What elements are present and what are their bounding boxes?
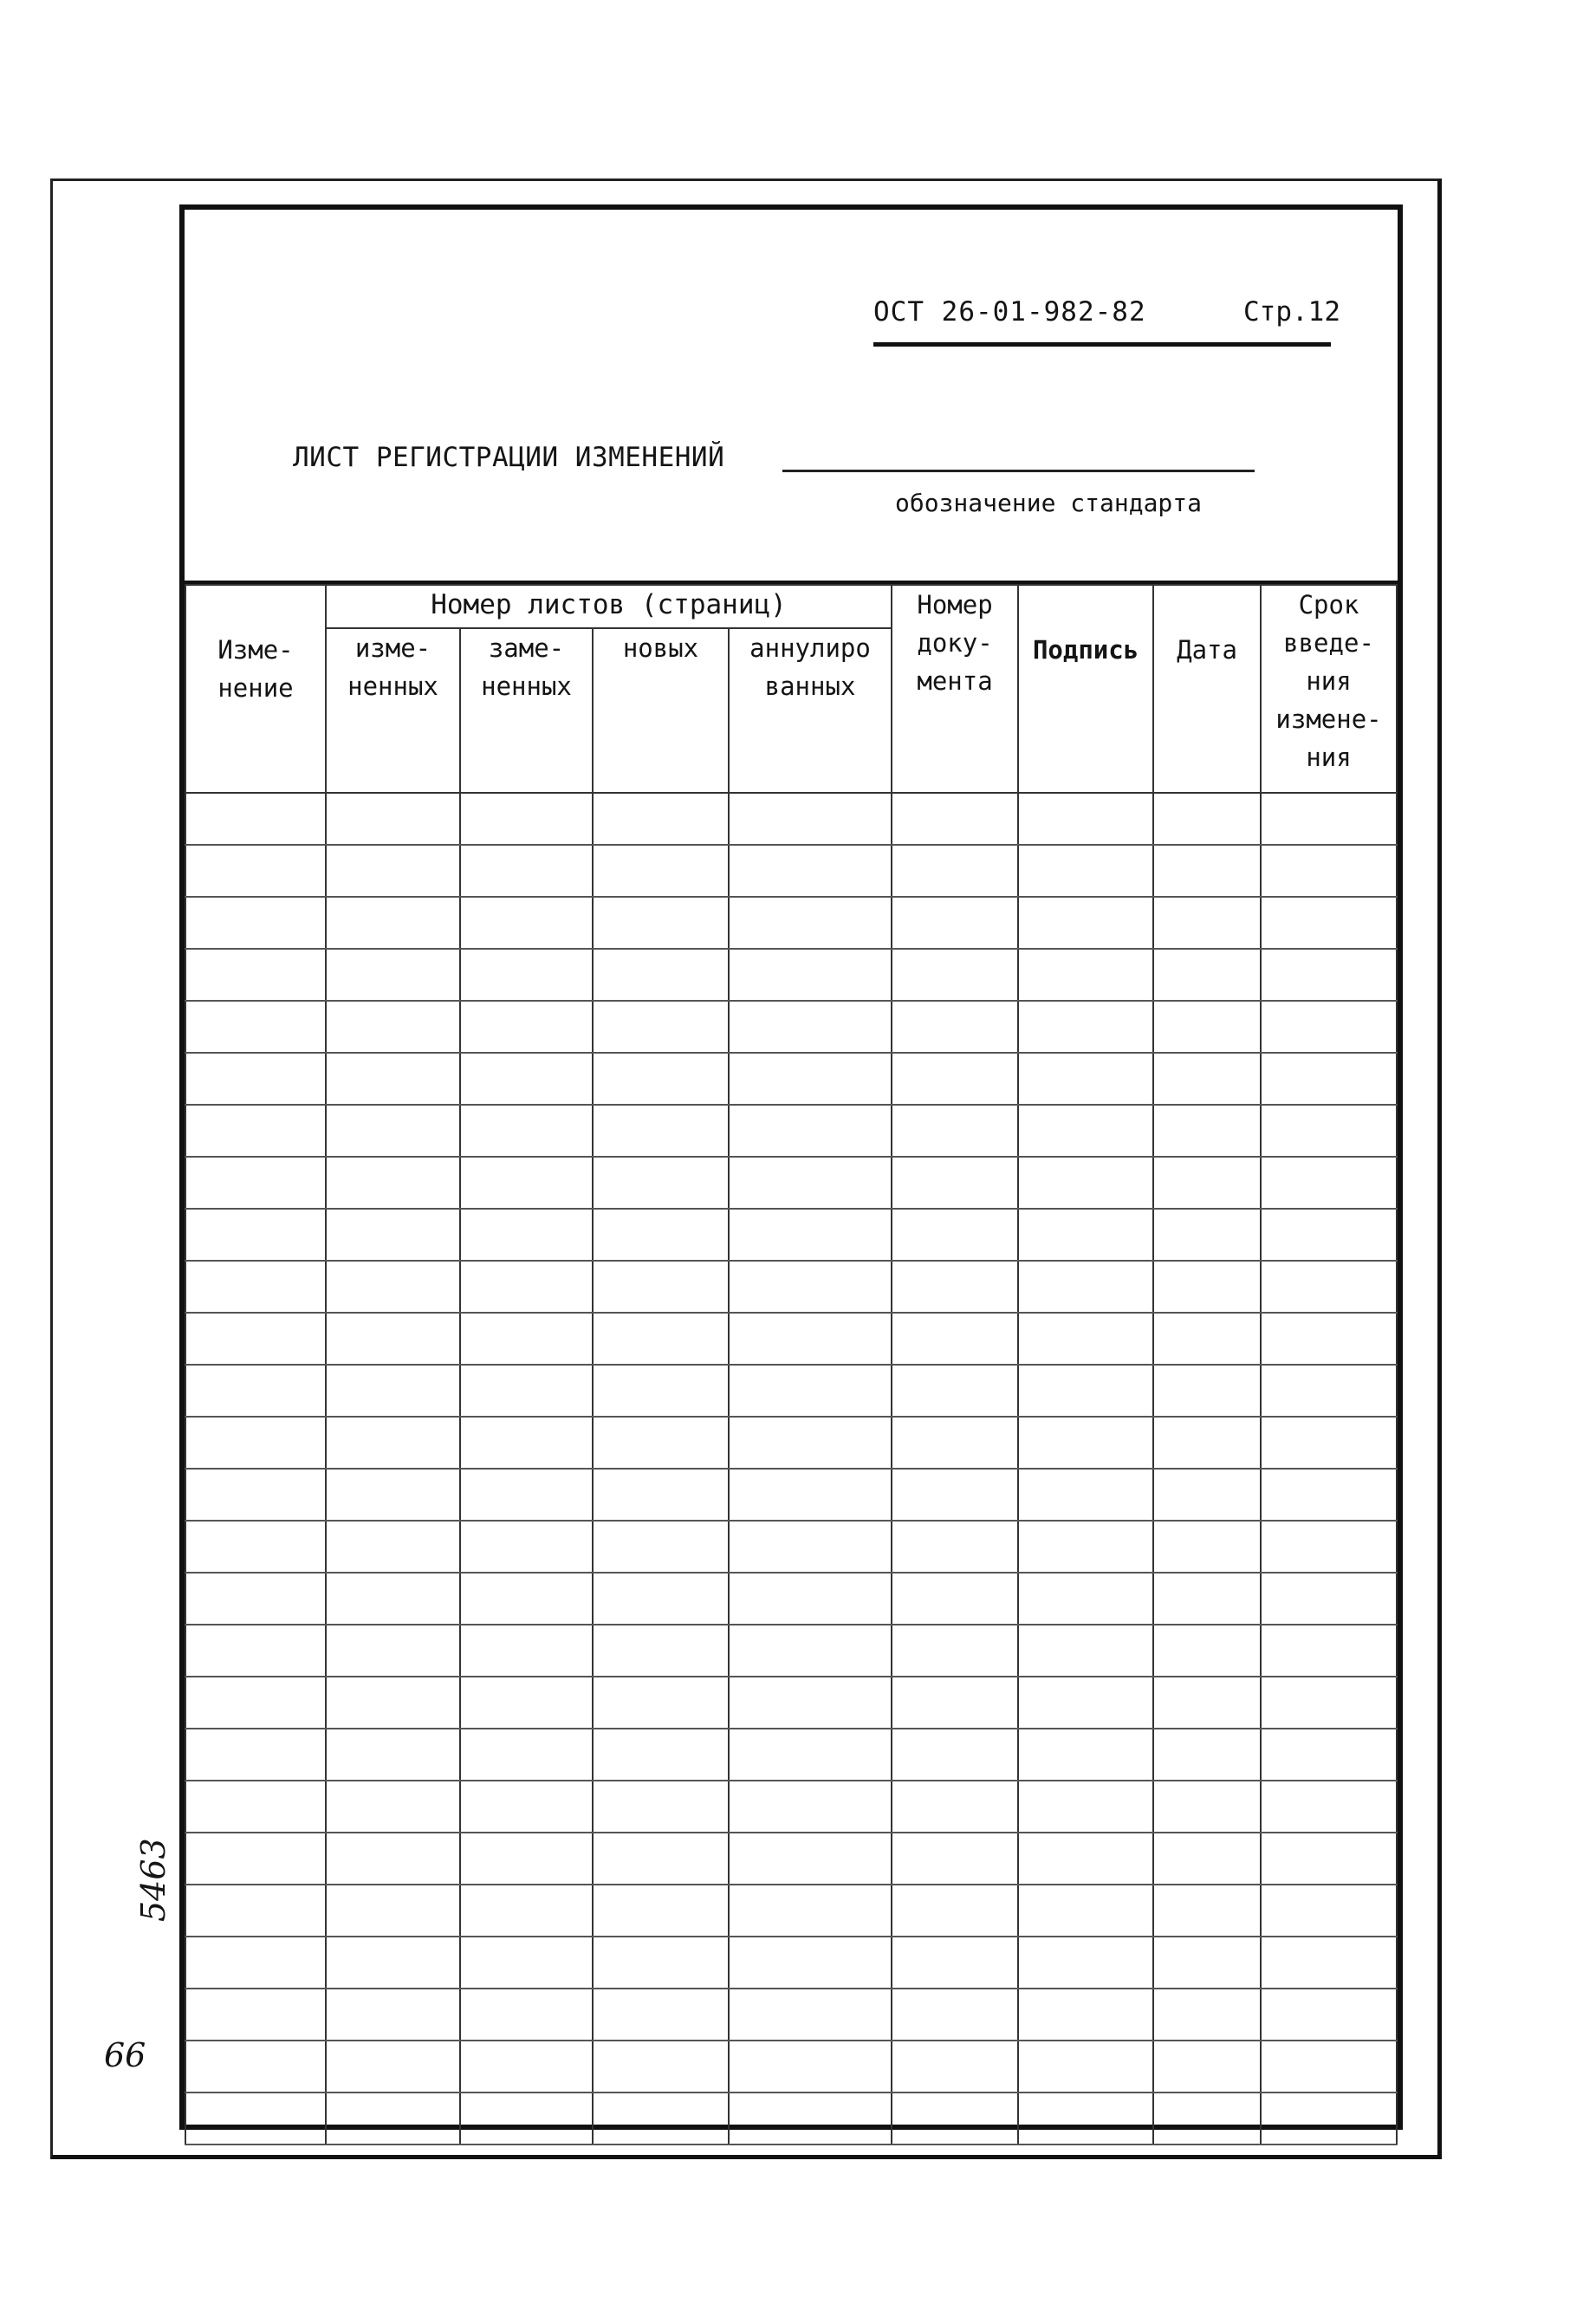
- table-cell: [1018, 2093, 1153, 2145]
- table-row: [185, 2093, 1397, 2145]
- table-cell: [1261, 1521, 1397, 1573]
- table-row: [185, 1937, 1397, 1989]
- table-cell: [1261, 1469, 1397, 1521]
- table-cell: [460, 2041, 593, 2093]
- table-cell: [460, 1365, 593, 1417]
- table-cell: [185, 1781, 326, 1833]
- table-cell: [593, 2041, 729, 2093]
- table-cell: [593, 949, 729, 1001]
- document-code: ОСТ 26-01-982-82: [873, 296, 1146, 328]
- table-cell: [1261, 1417, 1397, 1469]
- table-cell: [460, 1781, 593, 1833]
- table-cell: [593, 1053, 729, 1105]
- table-cell: [593, 2093, 729, 2145]
- table-cell: [1153, 1521, 1261, 1573]
- table-cell: [892, 1053, 1018, 1105]
- table-cell: [460, 1521, 593, 1573]
- table-cell: [185, 2041, 326, 2093]
- table-cell: [593, 1105, 729, 1157]
- table-row: [185, 1105, 1397, 1157]
- table-cell: [185, 1937, 326, 1989]
- margin-handwritten-number: 5463: [134, 1838, 172, 1922]
- table-cell: [1018, 1833, 1153, 1885]
- table-cell: [1018, 1781, 1153, 1833]
- table-cell: [729, 1105, 892, 1157]
- table-cell: [593, 1937, 729, 1989]
- table-cell: [326, 1885, 460, 1937]
- table-cell: [1153, 1833, 1261, 1885]
- table-cell: [185, 1105, 326, 1157]
- table-cell: [1153, 949, 1261, 1001]
- table-cell: [729, 1521, 892, 1573]
- table-row: [185, 1729, 1397, 1781]
- table-cell: [593, 1573, 729, 1625]
- table-cell: [729, 1989, 892, 2041]
- table-row: [185, 949, 1397, 1001]
- table-cell: [729, 1729, 892, 1781]
- table-cell: [185, 1209, 326, 1261]
- table-cell: [1261, 1365, 1397, 1417]
- table-cell: [1153, 1261, 1261, 1313]
- table-cell: [729, 1313, 892, 1365]
- table-cell: [892, 1365, 1018, 1417]
- table-cell: [1153, 1157, 1261, 1209]
- table-cell: [729, 2093, 892, 2145]
- table-row: [185, 1313, 1397, 1365]
- table-cell: [892, 2041, 1018, 2093]
- table-cell: [185, 1989, 326, 2041]
- table-cell: [729, 1781, 892, 1833]
- table-cell: [1261, 1209, 1397, 1261]
- table-cell: [460, 793, 593, 845]
- table-cell: [326, 2093, 460, 2145]
- table-cell: [892, 1001, 1018, 1053]
- table-cell: [1261, 2041, 1397, 2093]
- table-cell: [729, 1469, 892, 1521]
- table-cell: [460, 1989, 593, 2041]
- table-cell: [460, 1261, 593, 1313]
- table-cell: [892, 1313, 1018, 1365]
- table-cell: [185, 2093, 326, 2145]
- table-cell: [1018, 845, 1153, 897]
- table-cell: [326, 1833, 460, 1885]
- table-row: [185, 1417, 1397, 1469]
- table-row: [185, 1521, 1397, 1573]
- table-row: [185, 1781, 1397, 1833]
- table-cell: [593, 793, 729, 845]
- table-cell: [892, 1261, 1018, 1313]
- table-cell: [729, 1053, 892, 1105]
- table-cell: [185, 793, 326, 845]
- header-changed-sheets: изме- ненных: [326, 628, 460, 793]
- table-cell: [729, 949, 892, 1001]
- table-cell: [1153, 897, 1261, 949]
- header-new-sheets: новых: [593, 628, 729, 793]
- table-cell: [1153, 1469, 1261, 1521]
- header-sheet-numbers: Номер листов (страниц): [326, 585, 892, 628]
- form-frame: [179, 204, 1403, 2130]
- table-cell: [185, 1053, 326, 1105]
- table-cell: [729, 2041, 892, 2093]
- table-cell: [1018, 1313, 1153, 1365]
- table-cell: [593, 1469, 729, 1521]
- table-cell: [593, 845, 729, 897]
- table-cell: [326, 1677, 460, 1729]
- table-cell: [326, 1625, 460, 1677]
- table-cell: [1018, 1937, 1153, 1989]
- table-cell: [892, 1781, 1018, 1833]
- table-cell: [892, 1625, 1018, 1677]
- table-cell: [892, 1573, 1018, 1625]
- table-cell: [1153, 1053, 1261, 1105]
- table-cell: [729, 1625, 892, 1677]
- table-cell: [326, 949, 460, 1001]
- table-cell: [892, 1157, 1018, 1209]
- table-cell: [460, 1833, 593, 1885]
- table-cell: [185, 1625, 326, 1677]
- form-header: [185, 210, 1398, 584]
- table-cell: [460, 1001, 593, 1053]
- table-cell: [1153, 1729, 1261, 1781]
- table-cell: [1018, 1105, 1153, 1157]
- table-cell: [1018, 793, 1153, 845]
- table-cell: [460, 1573, 593, 1625]
- table-cell: [593, 1729, 729, 1781]
- table-cell: [185, 1365, 326, 1417]
- table-cell: [593, 1989, 729, 2041]
- table-cell: [185, 1833, 326, 1885]
- table-cell: [326, 1313, 460, 1365]
- table-cell: [593, 897, 729, 949]
- table-header-row: [185, 585, 1397, 628]
- table-cell: [729, 793, 892, 845]
- table-cell: [1261, 1833, 1397, 1885]
- table-cell: [1261, 793, 1397, 845]
- table-row: [185, 1989, 1397, 2041]
- table-cell: [593, 1677, 729, 1729]
- table-row: [185, 1573, 1397, 1625]
- header-cancelled-sheets: аннулиро ванных: [729, 628, 892, 793]
- table-cell: [1018, 1677, 1153, 1729]
- table-cell: [729, 1677, 892, 1729]
- table-cell: [593, 1625, 729, 1677]
- table-cell: [1018, 1261, 1153, 1313]
- table-cell: [1153, 1001, 1261, 1053]
- table-cell: [729, 1573, 892, 1625]
- table-cell: [185, 1729, 326, 1781]
- table-cell: [593, 1417, 729, 1469]
- table-cell: [1153, 1885, 1261, 1937]
- table-cell: [1261, 1625, 1397, 1677]
- change-registration-table: [185, 584, 1398, 2145]
- table-cell: [460, 1209, 593, 1261]
- table-cell: [460, 1105, 593, 1157]
- table-cell: [593, 1313, 729, 1365]
- table-cell: [593, 1001, 729, 1053]
- table-cell: [326, 1521, 460, 1573]
- table-cell: [1153, 1989, 1261, 2041]
- table-row: [185, 1053, 1397, 1105]
- table-row: [185, 1469, 1397, 1521]
- table-cell: [460, 845, 593, 897]
- table-cell: [1261, 897, 1397, 949]
- table-cell: [1153, 1937, 1261, 1989]
- table-cell: [1018, 1157, 1153, 1209]
- table-cell: [729, 1417, 892, 1469]
- table-cell: [1153, 2041, 1261, 2093]
- table-cell: [326, 1001, 460, 1053]
- table-cell: [593, 1521, 729, 1573]
- standard-designation-label: обозначение стандарта: [895, 489, 1203, 517]
- table-cell: [326, 845, 460, 897]
- table-cell: [326, 1157, 460, 1209]
- table-cell: [185, 845, 326, 897]
- table-cell: [593, 1833, 729, 1885]
- table-cell: [460, 1625, 593, 1677]
- table-row: [185, 1365, 1397, 1417]
- table-cell: [1153, 1209, 1261, 1261]
- table-row: [185, 897, 1397, 949]
- table-row: [185, 793, 1397, 845]
- table-cell: [1261, 1729, 1397, 1781]
- table-cell: [892, 1729, 1018, 1781]
- table-cell: [1261, 1677, 1397, 1729]
- table-cell: [185, 1417, 326, 1469]
- table-cell: [729, 1937, 892, 1989]
- table-row: [185, 1157, 1397, 1209]
- table-cell: [1018, 1001, 1153, 1053]
- table-cell: [1018, 1989, 1153, 2041]
- table-row: [185, 1885, 1397, 1937]
- table-cell: [1153, 1625, 1261, 1677]
- table-cell: [729, 1209, 892, 1261]
- table-cell: [185, 1001, 326, 1053]
- table-body: [185, 793, 1397, 2145]
- table-cell: [326, 1469, 460, 1521]
- table-cell: [326, 793, 460, 845]
- table-cell: [892, 1677, 1018, 1729]
- header-deadline: Срок введе- ния измене- ния: [1261, 585, 1397, 793]
- table-cell: [593, 1365, 729, 1417]
- table-cell: [1018, 1729, 1153, 1781]
- table-cell: [326, 1937, 460, 1989]
- table-cell: [460, 949, 593, 1001]
- table-cell: [729, 897, 892, 949]
- table-cell: [593, 1261, 729, 1313]
- table-cell: [1261, 1105, 1397, 1157]
- table-cell: [460, 1313, 593, 1365]
- table-cell: [892, 949, 1018, 1001]
- table-cell: [892, 2093, 1018, 2145]
- table-cell: [326, 1573, 460, 1625]
- table-cell: [1153, 1105, 1261, 1157]
- table-cell: [892, 1833, 1018, 1885]
- table-cell: [1018, 1053, 1153, 1105]
- table-cell: [729, 1833, 892, 1885]
- table-cell: [1261, 1313, 1397, 1365]
- table-row: [185, 1833, 1397, 1885]
- table-cell: [1153, 1313, 1261, 1365]
- table-row: [185, 1261, 1397, 1313]
- table-cell: [892, 1989, 1018, 2041]
- table-cell: [185, 949, 326, 1001]
- table-row: [185, 1625, 1397, 1677]
- table-cell: [460, 1729, 593, 1781]
- table-cell: [326, 897, 460, 949]
- table-cell: [892, 1417, 1018, 1469]
- table-cell: [892, 845, 1018, 897]
- table-cell: [326, 1053, 460, 1105]
- table-row: [185, 845, 1397, 897]
- table-cell: [326, 1989, 460, 2041]
- table-cell: [729, 845, 892, 897]
- table-cell: [1018, 1521, 1153, 1573]
- page-number: Стр.12: [1243, 296, 1340, 328]
- table-cell: [892, 1209, 1018, 1261]
- table-cell: [1153, 1677, 1261, 1729]
- table-cell: [460, 2093, 593, 2145]
- table-cell: [1018, 1885, 1153, 1937]
- table-cell: [460, 1677, 593, 1729]
- table-cell: [326, 2041, 460, 2093]
- table-cell: [1153, 1781, 1261, 1833]
- table-cell: [185, 1313, 326, 1365]
- table-cell: [1261, 1937, 1397, 1989]
- page-title: ЛИСТ РЕГИСТРАЦИИ ИЗМЕНЕНИЙ: [293, 442, 725, 473]
- table-cell: [460, 1053, 593, 1105]
- header-date: Дата: [1153, 585, 1261, 793]
- table-row: [185, 1001, 1397, 1053]
- table-cell: [1153, 1365, 1261, 1417]
- table-cell: [460, 1937, 593, 1989]
- table-cell: [1018, 897, 1153, 949]
- table-cell: [1018, 1573, 1153, 1625]
- table-cell: [185, 897, 326, 949]
- table-cell: [460, 1157, 593, 1209]
- header-document-number: Номер доку- мента: [892, 585, 1018, 793]
- table-cell: [1153, 793, 1261, 845]
- table-cell: [1261, 1885, 1397, 1937]
- table-cell: [326, 1417, 460, 1469]
- table-cell: [460, 1885, 593, 1937]
- table-cell: [1261, 1781, 1397, 1833]
- table-cell: [185, 1677, 326, 1729]
- table-cell: [326, 1261, 460, 1313]
- table-cell: [460, 897, 593, 949]
- table-cell: [1018, 949, 1153, 1001]
- table-cell: [1261, 2093, 1397, 2145]
- table-cell: [1018, 2041, 1153, 2093]
- table-cell: [729, 1261, 892, 1313]
- header-replaced-sheets: заме- ненных: [460, 628, 593, 793]
- table-cell: [1261, 1001, 1397, 1053]
- table-cell: [1153, 2093, 1261, 2145]
- table-cell: [1261, 1261, 1397, 1313]
- table-cell: [326, 1105, 460, 1157]
- table-cell: [892, 1469, 1018, 1521]
- table-cell: [1261, 949, 1397, 1001]
- table-cell: [729, 1885, 892, 1937]
- table-cell: [1261, 1573, 1397, 1625]
- table-cell: [1261, 1053, 1397, 1105]
- table-cell: [729, 1157, 892, 1209]
- table-cell: [185, 1521, 326, 1573]
- table-cell: [1153, 845, 1261, 897]
- table-cell: [185, 1157, 326, 1209]
- table-cell: [185, 1261, 326, 1313]
- table-cell: [185, 1885, 326, 1937]
- table-cell: [892, 1521, 1018, 1573]
- table-cell: [892, 793, 1018, 845]
- standard-designation-line: [782, 470, 1255, 472]
- table-cell: [593, 1209, 729, 1261]
- table-cell: [593, 1885, 729, 1937]
- table-cell: [1261, 1157, 1397, 1209]
- margin-page-mark: 66: [104, 2036, 146, 2074]
- table-cell: [460, 1469, 593, 1521]
- table-row: [185, 2041, 1397, 2093]
- table-row: [185, 1677, 1397, 1729]
- table-cell: [185, 1573, 326, 1625]
- table-cell: [1018, 1625, 1153, 1677]
- table-cell: [326, 1729, 460, 1781]
- table-cell: [1153, 1417, 1261, 1469]
- table-cell: [1018, 1365, 1153, 1417]
- table-cell: [460, 1417, 593, 1469]
- table-cell: [326, 1781, 460, 1833]
- table-cell: [892, 897, 1018, 949]
- table-cell: [1018, 1209, 1153, 1261]
- table-cell: [326, 1209, 460, 1261]
- code-underline: [873, 342, 1331, 347]
- table-cell: [326, 1365, 460, 1417]
- table-cell: [185, 1469, 326, 1521]
- table-cell: [1153, 1573, 1261, 1625]
- table-cell: [1018, 1469, 1153, 1521]
- table-cell: [1261, 845, 1397, 897]
- table-cell: [729, 1365, 892, 1417]
- table-cell: [1018, 1417, 1153, 1469]
- table-row: [185, 1209, 1397, 1261]
- table-cell: [892, 1885, 1018, 1937]
- header-change: Изме- нение: [185, 585, 326, 793]
- table-cell: [593, 1157, 729, 1209]
- table-cell: [1261, 1989, 1397, 2041]
- table-cell: [593, 1781, 729, 1833]
- table-cell: [729, 1001, 892, 1053]
- header-signature: Подпись: [1018, 585, 1153, 793]
- table-cell: [892, 1105, 1018, 1157]
- table-cell: [892, 1937, 1018, 1989]
